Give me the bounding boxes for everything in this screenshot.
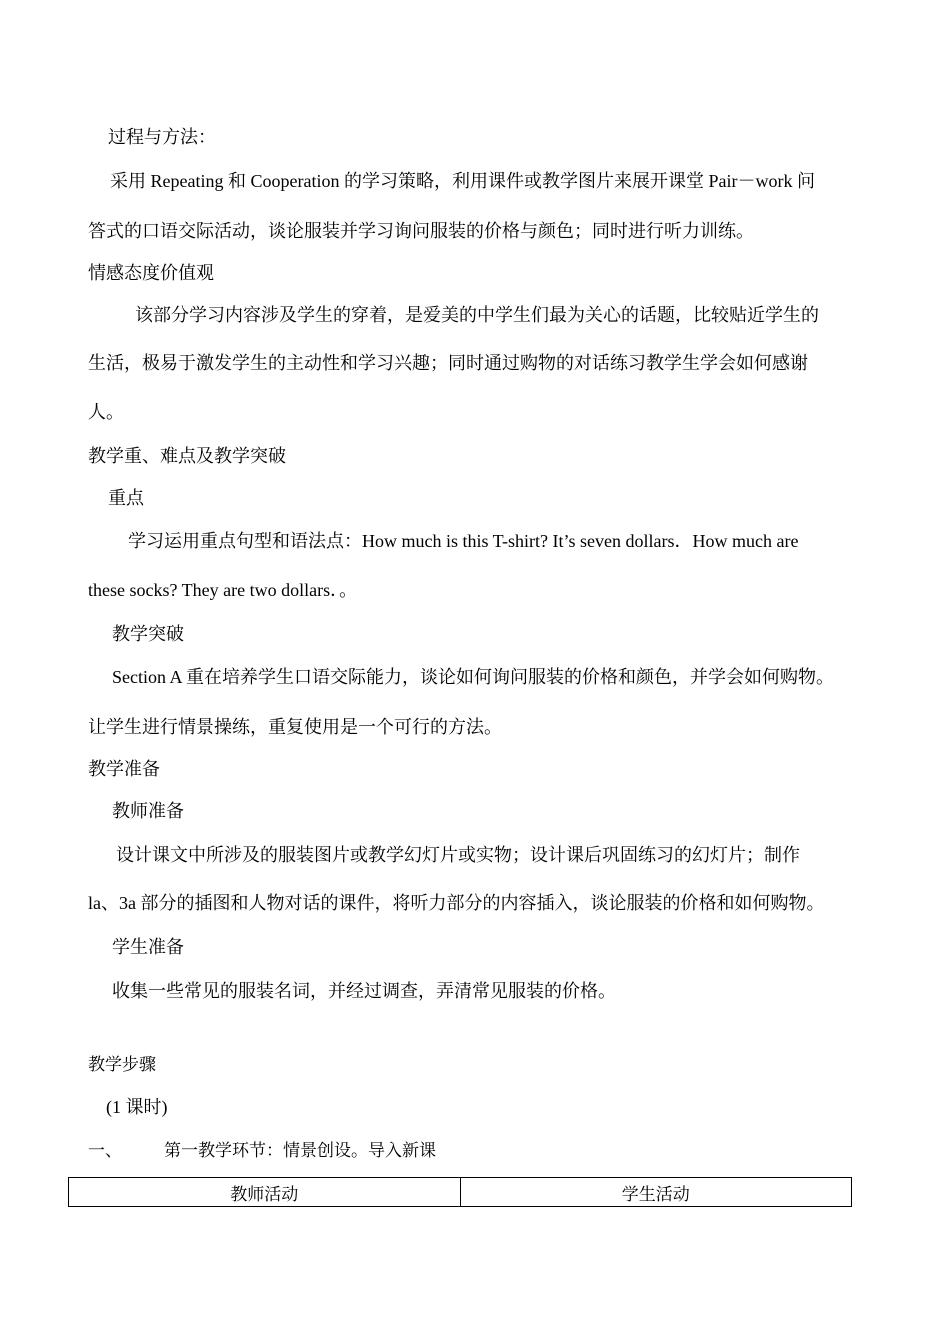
breakthrough-subheading: 教学突破 — [112, 624, 184, 644]
key-points-line-1: 学习运用重点句型和语法点：How much is this T-shirt? It’s seven dollars．How much are — [128, 531, 799, 551]
steps-period: (1 课时) — [106, 1097, 168, 1117]
breakthrough-line-1: Section A 重在培养学生口语交际能力，谈论如何询问服装的价格和颜色，并学会如何购物。 — [112, 667, 835, 687]
emotion-heading: 情感态度价值观 — [88, 263, 214, 283]
steps-heading: 教学步骤 — [88, 1055, 156, 1074]
step1-title: 第一教学环节：情景创设。导入新课 — [164, 1141, 436, 1160]
activity-table-header — [68, 1177, 852, 1207]
process-paragraph-line-1: 采用 Repeating 和 Cooperation 的学习策略，利用课件或教学图片来展开课堂 Pair－work 问 — [110, 171, 815, 191]
preparation-heading: 教学准备 — [88, 759, 160, 779]
student-prep-subheading: 学生准备 — [112, 937, 184, 957]
key-points-line-2: these socks? They are two dollars．。 — [88, 580, 358, 600]
emotion-paragraph-line-1: 该部分学习内容涉及学生的穿着，是爱美的中学生们最为关心的话题，比较贴近学生的 — [135, 305, 819, 325]
step1-number: 一、 — [88, 1141, 122, 1160]
emotion-paragraph-line-3: 人。 — [88, 402, 124, 422]
table-header-teacher-activity: 教师活动 — [230, 1184, 299, 1204]
teacher-prep-subheading: 教师准备 — [112, 801, 184, 821]
teacher-prep-line-1: 设计课文中所涉及的服装图片或教学幻灯片或实物；设计课后巩固练习的幻灯片；制作 — [116, 845, 800, 865]
emotion-paragraph-line-2: 生活，极易于激发学生的主动性和学习兴趣；同时通过购物的对话练习教学生学会如何感谢 — [88, 353, 808, 373]
key-points-heading: 教学重、难点及教学突破 — [88, 446, 286, 466]
process-heading: 过程与方法： — [108, 127, 216, 147]
teacher-prep-line-2: la、3a 部分的插图和人物对话的课件，将听力部分的内容插入，谈论服装的价格和如何购物。 — [88, 893, 825, 913]
student-prep-line-1: 收集一些常见的服装名词，并经过调查，弄清常见服装的价格。 — [112, 981, 616, 1001]
key-points-subheading: 重点 — [108, 488, 144, 508]
process-paragraph-line-2: 答式的口语交际活动，谈论服装并学习询问服装的价格与颜色；同时进行听力训练。 — [88, 221, 754, 241]
table-header-student-activity: 学生活动 — [460, 1178, 852, 1206]
breakthrough-line-2: 让学生进行情景操练，重复使用是一个可行的方法。 — [88, 717, 502, 737]
